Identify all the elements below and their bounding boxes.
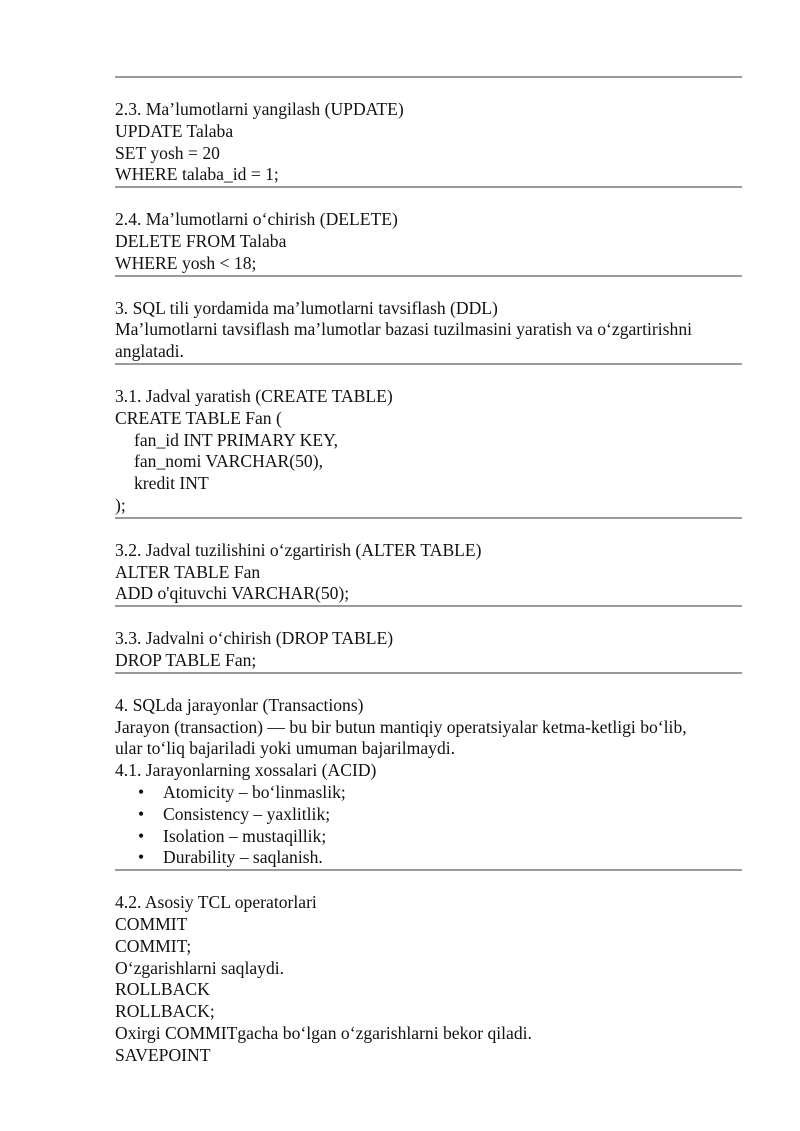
bullet-icon: • bbox=[138, 825, 145, 846]
section-tcl-operators bbox=[115, 871, 742, 1066]
section-alter-table bbox=[115, 519, 742, 605]
list-item bbox=[115, 826, 742, 848]
code-line: SAVEPOINT bbox=[115, 1044, 211, 1065]
list-item-text: Atomicity – bo‘linmaslik; bbox=[163, 781, 346, 802]
section-update bbox=[115, 78, 742, 186]
section-heading: 3. SQL tili yordamida ma’lumotlarni tavsiflash (DDL) bbox=[115, 297, 498, 318]
acid-list bbox=[115, 782, 742, 869]
section-heading: 2.3. Ma’lumotlarni yangilash (UPDATE) bbox=[115, 99, 404, 119]
code-line: WHERE talaba_id = 1; bbox=[115, 164, 279, 185]
section-drop-table bbox=[115, 607, 742, 672]
list-item bbox=[115, 847, 742, 869]
paragraph-line: Ma’lumotlarni tavsiflash ma’lumotlar bazasi tuzilmasini yaratish va o‘zgartirishni bbox=[115, 319, 693, 340]
code-line: ROLLBACK; bbox=[115, 1001, 215, 1022]
paragraph-line: ular to‘liq bajariladi yoki umuman bajarilmaydi. bbox=[115, 738, 456, 759]
code-line: DROP TABLE Fan; bbox=[115, 649, 257, 670]
code-line: ); bbox=[115, 494, 126, 515]
code-line: CREATE TABLE Fan ( bbox=[115, 407, 282, 428]
paragraph-line: O‘zgarishlarni saqlaydi. bbox=[115, 957, 285, 978]
code-line: ALTER TABLE Fan bbox=[115, 561, 261, 582]
code-line: fan_id INT PRIMARY KEY, bbox=[134, 429, 338, 450]
paragraph-line: Oxirgi COMMITgacha bo‘lgan o‘zgarishlarni bekor qiladi. bbox=[115, 1022, 532, 1043]
bullet-icon: • bbox=[138, 847, 145, 868]
section-create-table bbox=[115, 365, 742, 517]
section-heading: 2.4. Ma’lumotlarni o‘chirish (DELETE) bbox=[115, 209, 398, 230]
code-line: ROLLBACK bbox=[115, 979, 210, 1000]
code-line: UPDATE Talaba bbox=[115, 120, 234, 141]
section-heading: 4. SQLda jarayonlar (Transactions) bbox=[115, 694, 364, 715]
list-item-text: Consistency – yaxlitlik; bbox=[163, 803, 331, 824]
paragraph-line: Jarayon (transaction) — bu bir butun mantiqiy operatsiyalar ketma-ketligi bo‘lib, bbox=[115, 716, 687, 737]
code-line: COMMIT bbox=[115, 913, 188, 934]
section-transactions bbox=[115, 674, 742, 869]
code-line: SET yosh = 20 bbox=[115, 142, 220, 163]
bullet-icon: • bbox=[138, 803, 145, 824]
section-heading: 3.2. Jadval tuzilishini o‘zgartirish (ALTER TABLE) bbox=[115, 539, 482, 560]
code-line: kredit INT bbox=[134, 473, 209, 494]
section-heading: 4.2. Asosiy TCL operatorlari bbox=[115, 892, 317, 913]
section-delete bbox=[115, 188, 742, 274]
paragraph-line: anglatadi. bbox=[115, 341, 184, 362]
bullet-icon: • bbox=[138, 781, 145, 802]
document-body bbox=[115, 76, 742, 1066]
code-line: DELETE FROM Talaba bbox=[115, 230, 287, 251]
code-line: ADD o'qituvchi VARCHAR(50); bbox=[115, 583, 350, 604]
code-line: fan_nomi VARCHAR(50), bbox=[134, 451, 323, 472]
list-item-text: Durability – saqlanish. bbox=[163, 847, 323, 868]
subsection-heading: 4.1. Jarayonlarning xossalari (ACID) bbox=[115, 760, 377, 781]
section-heading: 3.1. Jadval yaratish (CREATE TABLE) bbox=[115, 385, 393, 406]
list-item-text: Isolation – mustaqillik; bbox=[163, 825, 327, 846]
code-line: WHERE yosh < 18; bbox=[115, 252, 257, 273]
list-item bbox=[115, 804, 742, 826]
section-ddl bbox=[115, 277, 742, 363]
list-item bbox=[115, 782, 742, 804]
code-line: COMMIT; bbox=[115, 935, 192, 956]
section-heading: 3.3. Jadvalni o‘chirish (DROP TABLE) bbox=[115, 628, 394, 649]
